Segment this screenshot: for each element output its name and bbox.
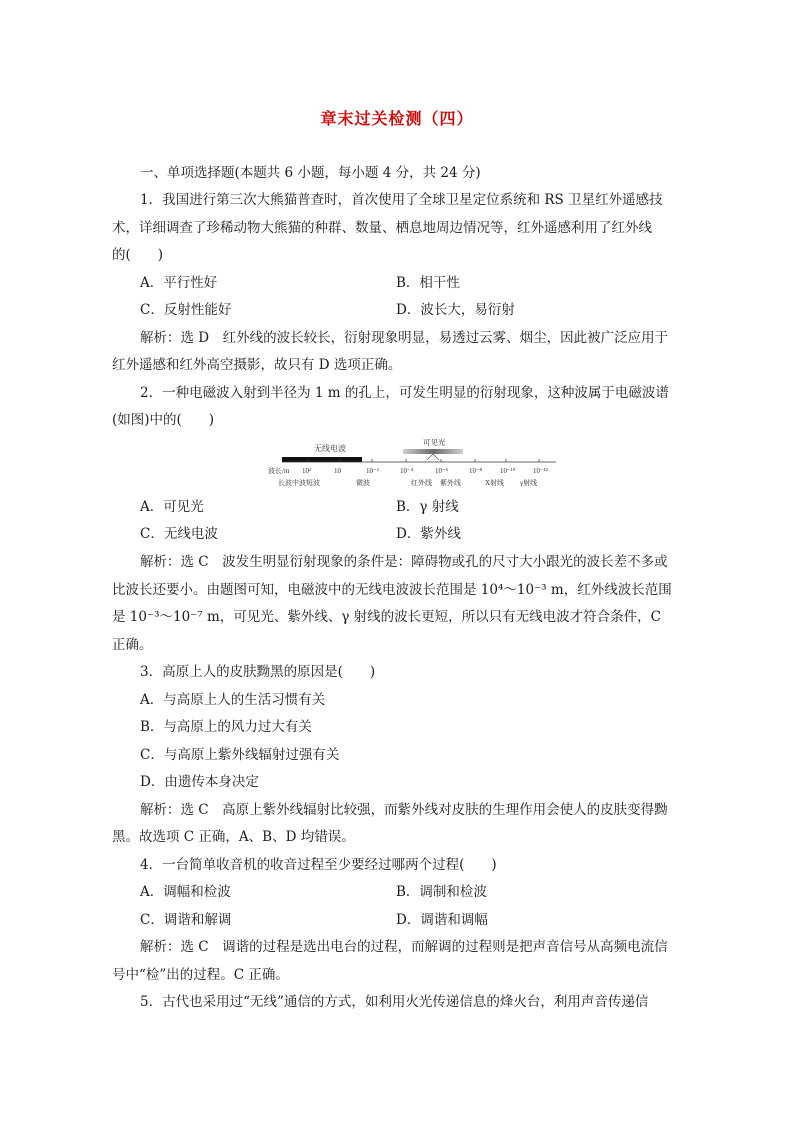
- q1-option-d: D．波长大，易衍射: [396, 302, 515, 318]
- band-label-long-medium-short: 长波中波短波: [278, 479, 320, 487]
- q2-stem-line-1: 2．一种电磁波入射到半径为 1 m 的孔上，可发生明显的衍射现象，这种波属于电磁波谱: [140, 385, 669, 401]
- tick-label-4: 10⁻⁴: [400, 467, 414, 475]
- q4-stem: 4．一台简单收音机的收音过程至少要经过哪两个过程( ): [140, 857, 497, 873]
- q1-analysis-line-1: 解析：选 D 红外线的波长较长，衍射现象明显，易透过云雾、烟尘，因此被广泛应用于: [140, 330, 669, 346]
- q2-analysis-line-4: 正确。: [112, 637, 153, 653]
- q1-option-b: B．相干性: [396, 275, 460, 291]
- radio-wave-label: 无线电波: [314, 444, 346, 453]
- q3-analysis-line-1: 解析：选 C 高原上紫外线辐射比较强，而紫外线对皮肤的生理作用会使人的皮肤变得黝: [140, 802, 668, 818]
- wavelength-axis-label: 波长/m: [268, 467, 290, 475]
- page-title: 章末过关检测（四）: [320, 109, 474, 128]
- visible-light-label: 可见光: [423, 438, 446, 447]
- visible-light-pointer: [427, 454, 439, 460]
- tick-label-1: 10²: [302, 467, 312, 475]
- q4-option-a: A．调幅和检波: [140, 884, 231, 900]
- electromagnetic-spectrum-figure: [268, 438, 558, 492]
- band-label-infrared: 红外线: [411, 479, 432, 487]
- q1-stem-line-2: 术，详细调查了珍稀动物大熊猫的种群、数量、栖息地周边情况等，红外遥感利用了红外线: [112, 220, 652, 236]
- q2-analysis-line-2: 比波长还要小。由题图可知，电磁波中的无线电波波长范围是 10⁴～10⁻³ m，红外线波长范围: [112, 582, 672, 598]
- tick-label-7: 10⁻¹⁰: [500, 467, 516, 475]
- q4-analysis-line-2: 号中“检”出的过程。C 正确。: [112, 967, 289, 983]
- tick-label-5: 10⁻⁶: [435, 467, 449, 475]
- q1-option-c: C．反射性能好: [140, 302, 232, 318]
- q1-analysis-line-2: 红外遥感和红外高空摄影，故只有 D 选项正确。: [112, 357, 402, 373]
- q1-option-a: A．平行性好: [140, 275, 218, 291]
- q4-option-b: B．调制和检波: [396, 884, 487, 900]
- q2-option-c: C．无线电波: [140, 526, 218, 542]
- q1-stem-line-1: 1．我国进行第三次大熊猫普查时，首次使用了全球卫星定位系统和 RS 卫星红外遥感技: [140, 192, 663, 208]
- tick-label-3: 10⁻²: [366, 467, 379, 475]
- q3-option-d: D．由遗传本身决定: [140, 774, 259, 790]
- q4-analysis-line-1: 解析：选 C 调谐的过程是选出电台的过程，而解调的过程则是把声音信号从高频电流信: [140, 939, 668, 955]
- q3-option-b: B．与高原上的风力过大有关: [140, 719, 312, 735]
- q5-stem-line-1: 5．古代也采用过“无线”通信的方式，如利用火光传递信息的烽火台，利用声音传递信: [140, 994, 649, 1010]
- tick-label-8: 10⁻¹²: [533, 467, 548, 475]
- tick-label-6: 10⁻⁸: [469, 467, 483, 475]
- q4-option-c: C．调谐和解调: [140, 912, 232, 928]
- band-label-gamma-ray: γ射线: [520, 479, 538, 487]
- q2-analysis-line-3: 是 10⁻³～10⁻⁷ m，可见光、紫外线、γ 射线的波长更短，所以只有无线电波才符合条件，C: [112, 609, 662, 625]
- q2-option-b: B．γ 射线: [396, 499, 459, 515]
- section-header: 一、单项选择题(本题共 6 小题，每小题 4 分，共 24 分): [140, 165, 481, 181]
- q3-analysis-line-2: 黑。故选项 C 正确，A、B、D 均错误。: [112, 829, 355, 845]
- band-label-microwave: 微波: [356, 479, 370, 487]
- q2-option-d: D．紫外线: [396, 526, 461, 542]
- q1-stem-line-3: 的( ): [112, 247, 164, 263]
- q3-stem: 3．高原上人的皮肤黝黑的原因是( ): [140, 664, 376, 680]
- q3-option-a: A．与高原上人的生活习惯有关: [140, 692, 326, 708]
- radio-wave-band: [282, 457, 362, 462]
- band-label-ultraviolet: 紫外线: [440, 479, 461, 487]
- q4-option-d: D．调谐和调幅: [396, 912, 488, 928]
- visible-light-band: [403, 449, 463, 454]
- q3-option-c: C．与高原上紫外线辐射过强有关: [140, 747, 340, 763]
- q2-option-a: A．可见光: [140, 499, 204, 515]
- q2-stem-line-2: (如图)中的( ): [112, 412, 215, 428]
- q2-analysis-line-1: 解析：选 C 波发生明显衍射现象的条件是：障碍物或孔的尺寸大小跟光的波长差不多或: [140, 554, 668, 570]
- tick-label-2: 10: [334, 467, 341, 475]
- band-label-x-ray: X射线: [485, 479, 505, 487]
